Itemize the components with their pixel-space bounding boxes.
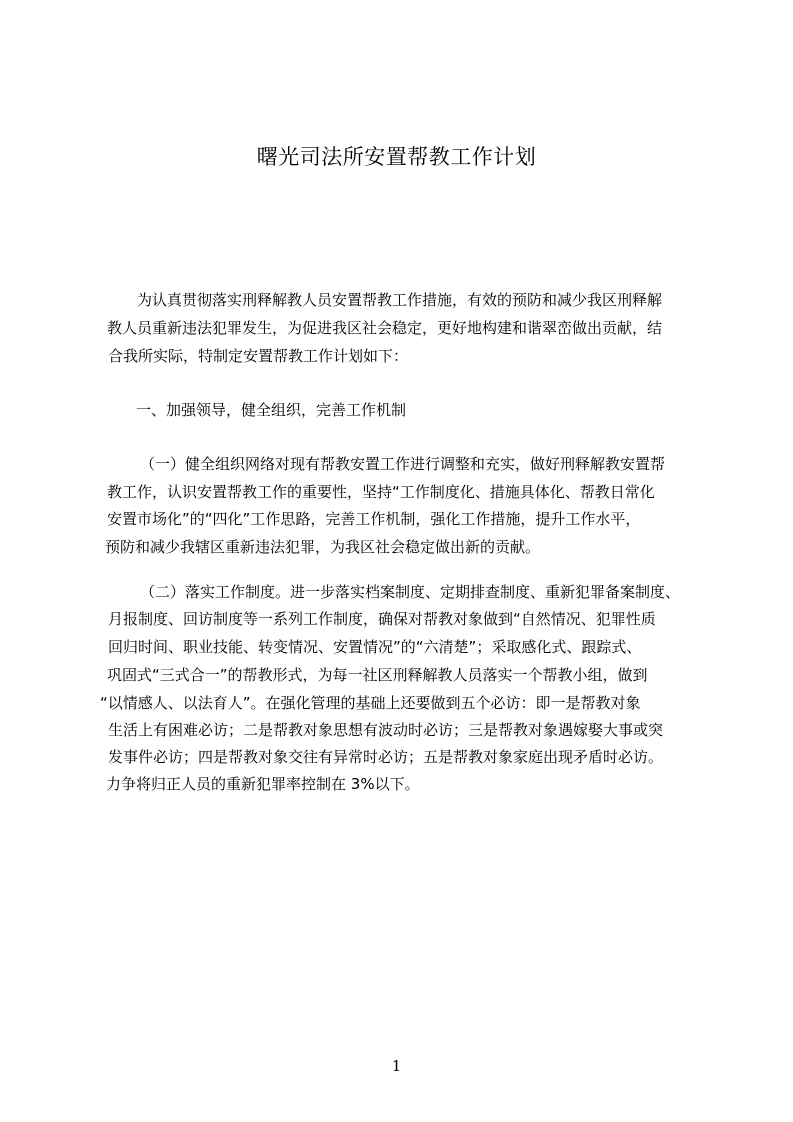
page-number: 1 — [391, 1057, 402, 1075]
intro-line: 教人员重新违法犯罪发生，为促进我区社会稳定，更好地构建和谐翠峦做出贡献，结 — [107, 319, 663, 337]
paragraph-line: 预防和减少我辖区重新违法犯罪，为我区社会稳定做出新的贡献。 — [105, 538, 541, 556]
document-title: 曙光司法所安置帮教工作计划 — [256, 145, 537, 169]
paragraph-line: 生活上有困难必访；二是帮教对象思想有波动时必访；三是帮教对象遇嫁娶大事或突 — [108, 721, 664, 739]
paragraph-line: 月报制度、回访制度等一系列工作制度，确保对帮教对象做到“自然情况、犯罪性质 — [108, 610, 656, 628]
section-heading: 一、加强领导，健全组织，完善工作机制 — [136, 401, 407, 419]
paragraph-line: 回归时间、职业技能、转变情况、安置情况”的“六清楚”；采取感化式、跟踪式、 — [108, 638, 642, 656]
paragraph-line: 力争将归正人员的重新犯罪率控制在 3%以下。 — [106, 775, 420, 793]
paragraph-line: 发事件必访；四是帮教对象交往有异常时必访；五是帮教对象家庭出现矛盾时必访。 — [108, 748, 664, 766]
intro-line: 为认真贯彻落实刑释解教人员安置帮教工作措施，有效的预防和减少我区刑释解 — [137, 291, 663, 309]
paragraph-line: “以情感人、以法育人”。在强化管理的基础上还要做到五个必访：即一是帮教对象 — [100, 694, 641, 712]
paragraph-line: （二）落实工作制度。进一步落实档案制度、定期排查制度、重新犯罪备案制度、 — [140, 583, 681, 601]
paragraph-line: 巩固式“三式合一”的帮教形式，为每一社区刑释解教人员落实一个帮教小组，做到 — [107, 666, 648, 684]
intro-line: 合我所实际，特制定安置帮教工作计划如下： — [108, 347, 409, 365]
paragraph-line: （一）健全组织网络对现有帮教安置工作进行调整和充实，做好刑释解教安置帮 — [140, 455, 666, 473]
paragraph-line: 教工作，认识安置帮教工作的重要性，坚持“工作制度化、措施具体化、帮教日常化 — [107, 483, 655, 501]
paragraph-line: 安置市场化”的“四化”工作思路，完善工作机制，强化工作措施，提升工作水平， — [107, 510, 641, 528]
